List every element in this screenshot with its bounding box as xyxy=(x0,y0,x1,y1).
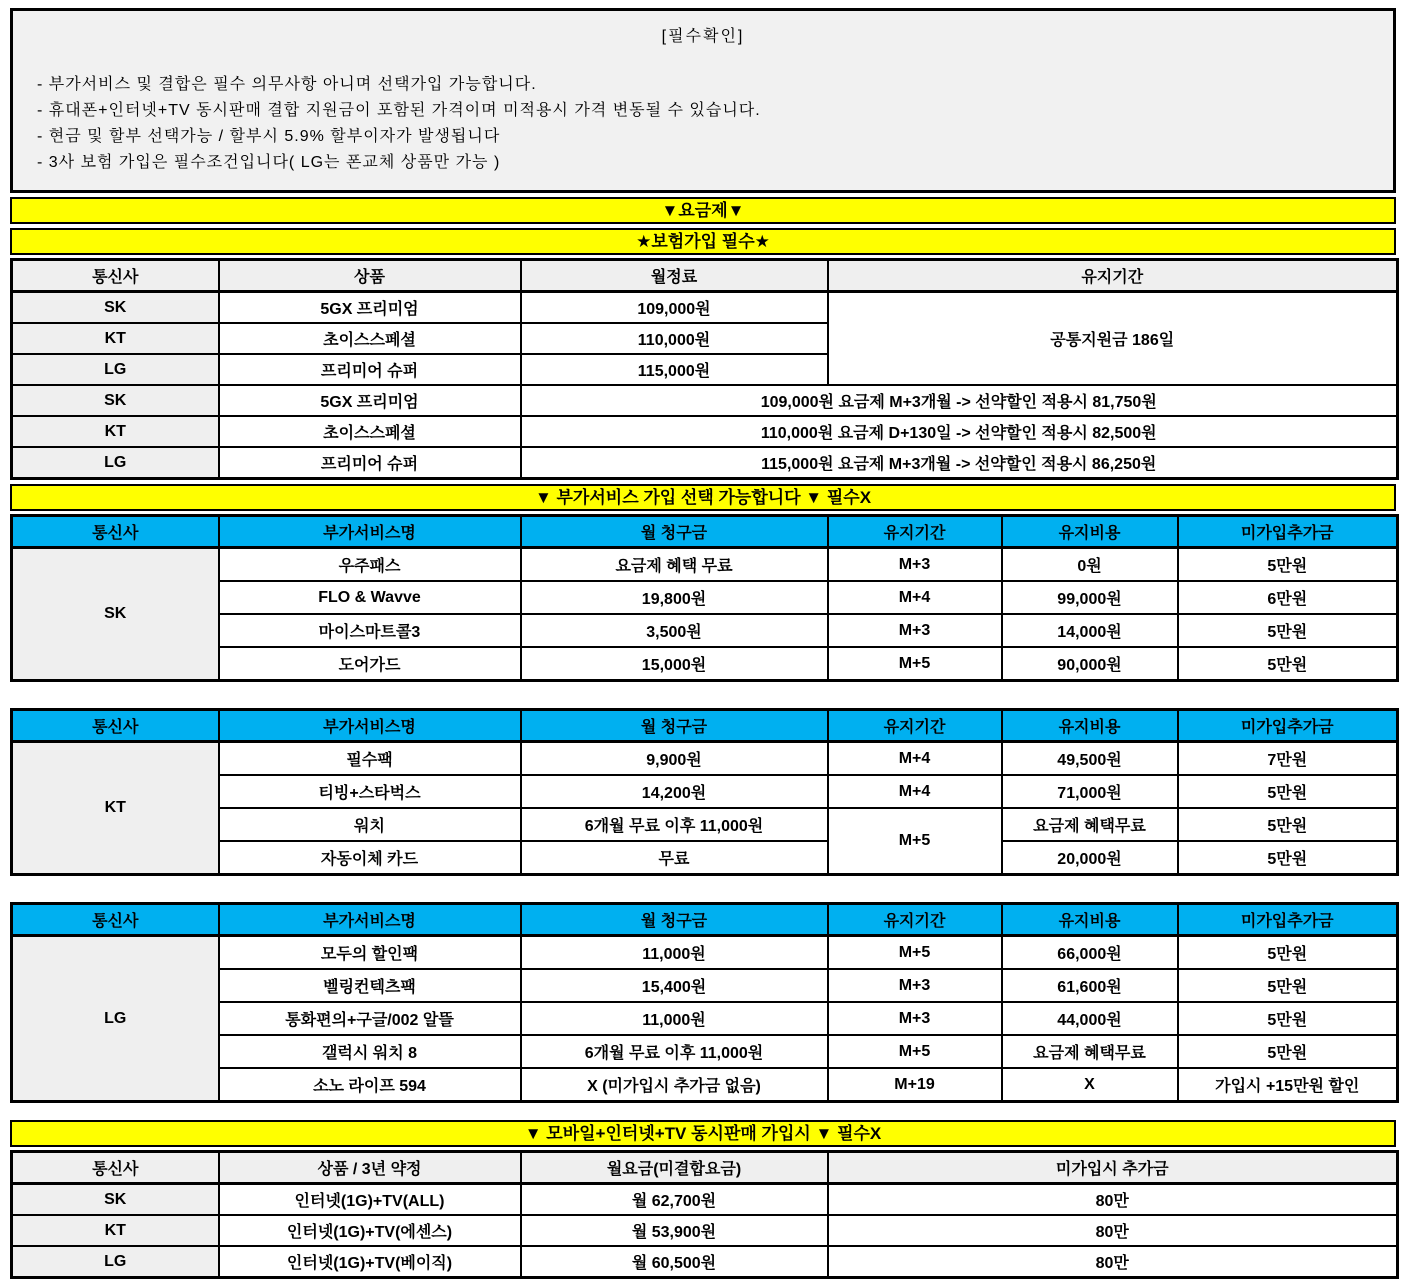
fee-cell: 월 60,500원 xyxy=(521,1246,828,1278)
product-cell: 인터넷(1G)+TV(에센스) xyxy=(219,1215,521,1246)
col-header-maintain-cost: 유지비용 xyxy=(1002,516,1178,548)
cost-cell: 44,000원 xyxy=(1002,1002,1178,1035)
bundle-header-row xyxy=(12,1152,1398,1184)
lg-addon-table xyxy=(10,902,1399,1103)
discount-note-cell: 110,000원 요금제 D+130일 -> 선약할인 적용시 82,500원 xyxy=(521,416,1398,447)
monthly-cell: 14,200원 xyxy=(521,775,828,808)
table-row xyxy=(12,969,1398,1002)
monthly-cell: 15,400원 xyxy=(521,969,828,1002)
fee-cell: 월 62,700원 xyxy=(521,1184,828,1216)
penalty-cell: 5만원 xyxy=(1178,647,1398,681)
col-header-maintain-period: 유지기간 xyxy=(828,710,1002,742)
period-cell: M+3 xyxy=(828,1002,1002,1035)
table-row xyxy=(12,581,1398,614)
carrier-cell: KT xyxy=(12,416,219,447)
period-cell: M+3 xyxy=(828,969,1002,1002)
col-header-no-join-fee: 미가입추가금 xyxy=(1178,904,1398,936)
cost-cell: 71,000원 xyxy=(1002,775,1178,808)
spacer xyxy=(10,876,1396,899)
carrier-cell: SK xyxy=(12,548,219,681)
addon-name-cell: FLO & Wavve xyxy=(219,581,521,614)
addon-header-row xyxy=(12,904,1398,936)
table-row xyxy=(12,808,1398,841)
fee-cell: 115,000원 xyxy=(521,354,828,385)
period-cell: M+19 xyxy=(828,1068,1002,1102)
carrier-cell: SK xyxy=(12,292,219,324)
banner-addon-optional: ▼ 부가서비스 가입 선택 가능합니다 ▼ 필수X xyxy=(10,484,1396,511)
discount-note-cell: 109,000원 요금제 M+3개월 -> 선약할인 적용시 81,750원 xyxy=(521,385,1398,416)
penalty-cell: 80만 xyxy=(828,1184,1398,1216)
banner-insurance-required: ★보험가입 필수★ xyxy=(10,228,1396,255)
cost-cell: 요금제 혜택무료 xyxy=(1002,1035,1178,1068)
penalty-cell: 6만원 xyxy=(1178,581,1398,614)
notice-line-3: - 현금 및 할부 선택가능 / 할부시 5.9% 할부이자가 발생됩니다 xyxy=(37,128,501,145)
fee-cell: 110,000원 xyxy=(521,323,828,354)
col-header-monthly-charge: 월 청구금 xyxy=(521,710,828,742)
spacer xyxy=(10,682,1396,705)
banner-plan: ▼요금제▼ xyxy=(10,197,1396,224)
table-row xyxy=(12,775,1398,808)
col-header-carrier: 통신사 xyxy=(12,710,219,742)
col-header-no-join-fee: 미가입시 추가금 xyxy=(828,1152,1398,1184)
monthly-cell: 19,800원 xyxy=(521,581,828,614)
cost-cell: 66,000원 xyxy=(1002,936,1178,970)
notice-title: [필수확인] xyxy=(661,28,745,45)
table-row xyxy=(12,614,1398,647)
cost-cell: 20,000원 xyxy=(1002,841,1178,875)
col-header-no-join-fee: 미가입추가금 xyxy=(1178,516,1398,548)
carrier-cell: SK xyxy=(12,1184,219,1216)
penalty-cell: 5만원 xyxy=(1178,548,1398,582)
col-header-carrier: 통신사 xyxy=(12,516,219,548)
penalty-cell: 5만원 xyxy=(1178,936,1398,970)
table-row xyxy=(12,447,1398,479)
monthly-cell: 6개월 무료 이후 11,000원 xyxy=(521,808,828,841)
period-cell: M+5 xyxy=(828,936,1002,970)
carrier-cell: LG xyxy=(12,447,219,479)
penalty-cell: 5만원 xyxy=(1178,1035,1398,1068)
carrier-cell: LG xyxy=(12,354,219,385)
penalty-cell: 5만원 xyxy=(1178,775,1398,808)
penalty-cell: 5만원 xyxy=(1178,969,1398,1002)
col-header-no-join-fee: 미가입추가금 xyxy=(1178,710,1398,742)
monthly-cell: 11,000원 xyxy=(521,1002,828,1035)
maintain-note-cell: 공통지원금 186일 xyxy=(828,292,1398,386)
addon-name-cell: 모두의 할인팩 xyxy=(219,936,521,970)
col-header-maintain-cost: 유지비용 xyxy=(1002,904,1178,936)
col-header-addon-name: 부가서비스명 xyxy=(219,516,521,548)
period-cell: M+5 xyxy=(828,808,1002,875)
addon-name-cell: 도어가드 xyxy=(219,647,521,681)
period-cell: M+4 xyxy=(828,742,1002,776)
table-row xyxy=(12,742,1398,776)
bundle-table xyxy=(10,1150,1399,1279)
notice-line-2: - 휴대폰+인터넷+TV 동시판매 결합 지원금이 포함된 가격이며 미적용시 가격 변동될 수 있습니다. xyxy=(37,102,761,119)
monthly-cell: X (미가입시 추가금 없음) xyxy=(521,1068,828,1102)
col-header-carrier: 통신사 xyxy=(12,1152,219,1184)
col-header-maintain-cost: 유지비용 xyxy=(1002,710,1178,742)
addon-name-cell: 마이스마트콜3 xyxy=(219,614,521,647)
carrier-cell: LG xyxy=(12,1246,219,1278)
col-header-monthly-charge: 월 청구금 xyxy=(521,516,828,548)
notice-line-1: - 부가서비스 및 결합은 필수 의무사항 아니며 선택가입 가능합니다. xyxy=(37,76,537,93)
cost-cell: X xyxy=(1002,1068,1178,1102)
addon-name-cell: 티빙+스타벅스 xyxy=(219,775,521,808)
table-row xyxy=(12,1246,1398,1278)
product-cell: 5GX 프리미엄 xyxy=(219,292,521,324)
col-header-addon-name: 부가서비스명 xyxy=(219,710,521,742)
period-cell: M+5 xyxy=(828,647,1002,681)
cost-cell: 99,000원 xyxy=(1002,581,1178,614)
monthly-cell: 15,000원 xyxy=(521,647,828,681)
discount-note-cell: 115,000원 요금제 M+3개월 -> 선약할인 적용시 86,250원 xyxy=(521,447,1398,479)
monthly-cell: 3,500원 xyxy=(521,614,828,647)
penalty-cell: 80만 xyxy=(828,1246,1398,1278)
table-row xyxy=(12,416,1398,447)
table-row xyxy=(12,936,1398,970)
carrier-cell: KT xyxy=(12,323,219,354)
col-header-maintain-period: 유지기간 xyxy=(828,904,1002,936)
penalty-cell: 5만원 xyxy=(1178,808,1398,841)
col-header-maintain-period: 유지기간 xyxy=(828,260,1398,292)
addon-name-cell: 갤럭시 워치 8 xyxy=(219,1035,521,1068)
spacer xyxy=(10,1103,1396,1116)
col-header-bundle-product: 상품 / 3년 약정 xyxy=(219,1152,521,1184)
product-cell: 프리미어 슈퍼 xyxy=(219,354,521,385)
carrier-cell: SK xyxy=(12,385,219,416)
monthly-cell: 6개월 무료 이후 11,000원 xyxy=(521,1035,828,1068)
penalty-cell: 80만 xyxy=(828,1215,1398,1246)
product-cell: 5GX 프리미엄 xyxy=(219,385,521,416)
monthly-cell: 요금제 혜택 무료 xyxy=(521,548,828,582)
product-cell: 초이스스페셜 xyxy=(219,416,521,447)
period-cell: M+5 xyxy=(828,1035,1002,1068)
monthly-cell: 무료 xyxy=(521,841,828,875)
monthly-cell: 11,000원 xyxy=(521,936,828,970)
notice-line-4: - 3사 보험 가입은 필수조건입니다( LG는 폰교체 상품만 가능 ) xyxy=(37,154,501,171)
addon-name-cell: 우주패스 xyxy=(219,548,521,582)
carrier-cell: LG xyxy=(12,936,219,1102)
monthly-cell: 9,900원 xyxy=(521,742,828,776)
period-cell: M+3 xyxy=(828,614,1002,647)
addon-name-cell: 통화편의+구글/002 알뜰 xyxy=(219,1002,521,1035)
cost-cell: 0원 xyxy=(1002,548,1178,582)
penalty-cell: 5만원 xyxy=(1178,1002,1398,1035)
sk-addon-table xyxy=(10,514,1399,682)
notice-box xyxy=(10,8,1396,193)
addon-header-row xyxy=(12,516,1398,548)
product-cell: 초이스스페셜 xyxy=(219,323,521,354)
addon-name-cell: 자동이체 카드 xyxy=(219,841,521,875)
penalty-cell: 5만원 xyxy=(1178,841,1398,875)
addon-name-cell: 필수팩 xyxy=(219,742,521,776)
col-header-monthly-fee: 월정료 xyxy=(521,260,828,292)
fee-cell: 109,000원 xyxy=(521,292,828,324)
banner-bundle: ▼ 모바일+인터넷+TV 동시판매 가입시 ▼ 필수X xyxy=(10,1120,1396,1147)
table-row xyxy=(12,841,1398,875)
fee-cell: 월 53,900원 xyxy=(521,1215,828,1246)
table-row xyxy=(12,1184,1398,1216)
product-cell: 프리미어 슈퍼 xyxy=(219,447,521,479)
plan-table-header-row xyxy=(12,260,1398,292)
cost-cell: 14,000원 xyxy=(1002,614,1178,647)
table-row xyxy=(12,647,1398,681)
penalty-cell: 가입시 +15만원 할인 xyxy=(1178,1068,1398,1102)
col-header-monthly-charge: 월 청구금 xyxy=(521,904,828,936)
col-header-product: 상품 xyxy=(219,260,521,292)
col-header-maintain-period: 유지기간 xyxy=(828,516,1002,548)
product-cell: 인터넷(1G)+TV(ALL) xyxy=(219,1184,521,1216)
penalty-cell: 5만원 xyxy=(1178,614,1398,647)
col-header-carrier: 통신사 xyxy=(12,904,219,936)
cost-cell: 61,600원 xyxy=(1002,969,1178,1002)
col-header-bundle-fee: 월요금(미결합요금) xyxy=(521,1152,828,1184)
cost-cell: 49,500원 xyxy=(1002,742,1178,776)
carrier-cell: KT xyxy=(12,1215,219,1246)
table-row xyxy=(12,1068,1398,1102)
cost-cell: 요금제 혜택무료 xyxy=(1002,808,1178,841)
table-row xyxy=(12,1002,1398,1035)
table-row xyxy=(12,385,1398,416)
period-cell: M+4 xyxy=(828,581,1002,614)
addon-header-row xyxy=(12,710,1398,742)
table-row xyxy=(12,292,1398,324)
col-header-carrier: 통신사 xyxy=(12,260,219,292)
table-row xyxy=(12,1215,1398,1246)
kt-addon-table xyxy=(10,708,1399,876)
period-cell: M+4 xyxy=(828,775,1002,808)
table-row xyxy=(12,548,1398,582)
product-cell: 인터넷(1G)+TV(베이직) xyxy=(219,1246,521,1278)
col-header-addon-name: 부가서비스명 xyxy=(219,904,521,936)
period-cell: M+3 xyxy=(828,548,1002,582)
addon-name-cell: 소노 라이프 594 xyxy=(219,1068,521,1102)
penalty-cell: 7만원 xyxy=(1178,742,1398,776)
plan-table xyxy=(10,258,1399,480)
table-row xyxy=(12,1035,1398,1068)
addon-name-cell: 벨링컨텍츠팩 xyxy=(219,969,521,1002)
addon-name-cell: 워치 xyxy=(219,808,521,841)
carrier-cell: KT xyxy=(12,742,219,875)
cost-cell: 90,000원 xyxy=(1002,647,1178,681)
